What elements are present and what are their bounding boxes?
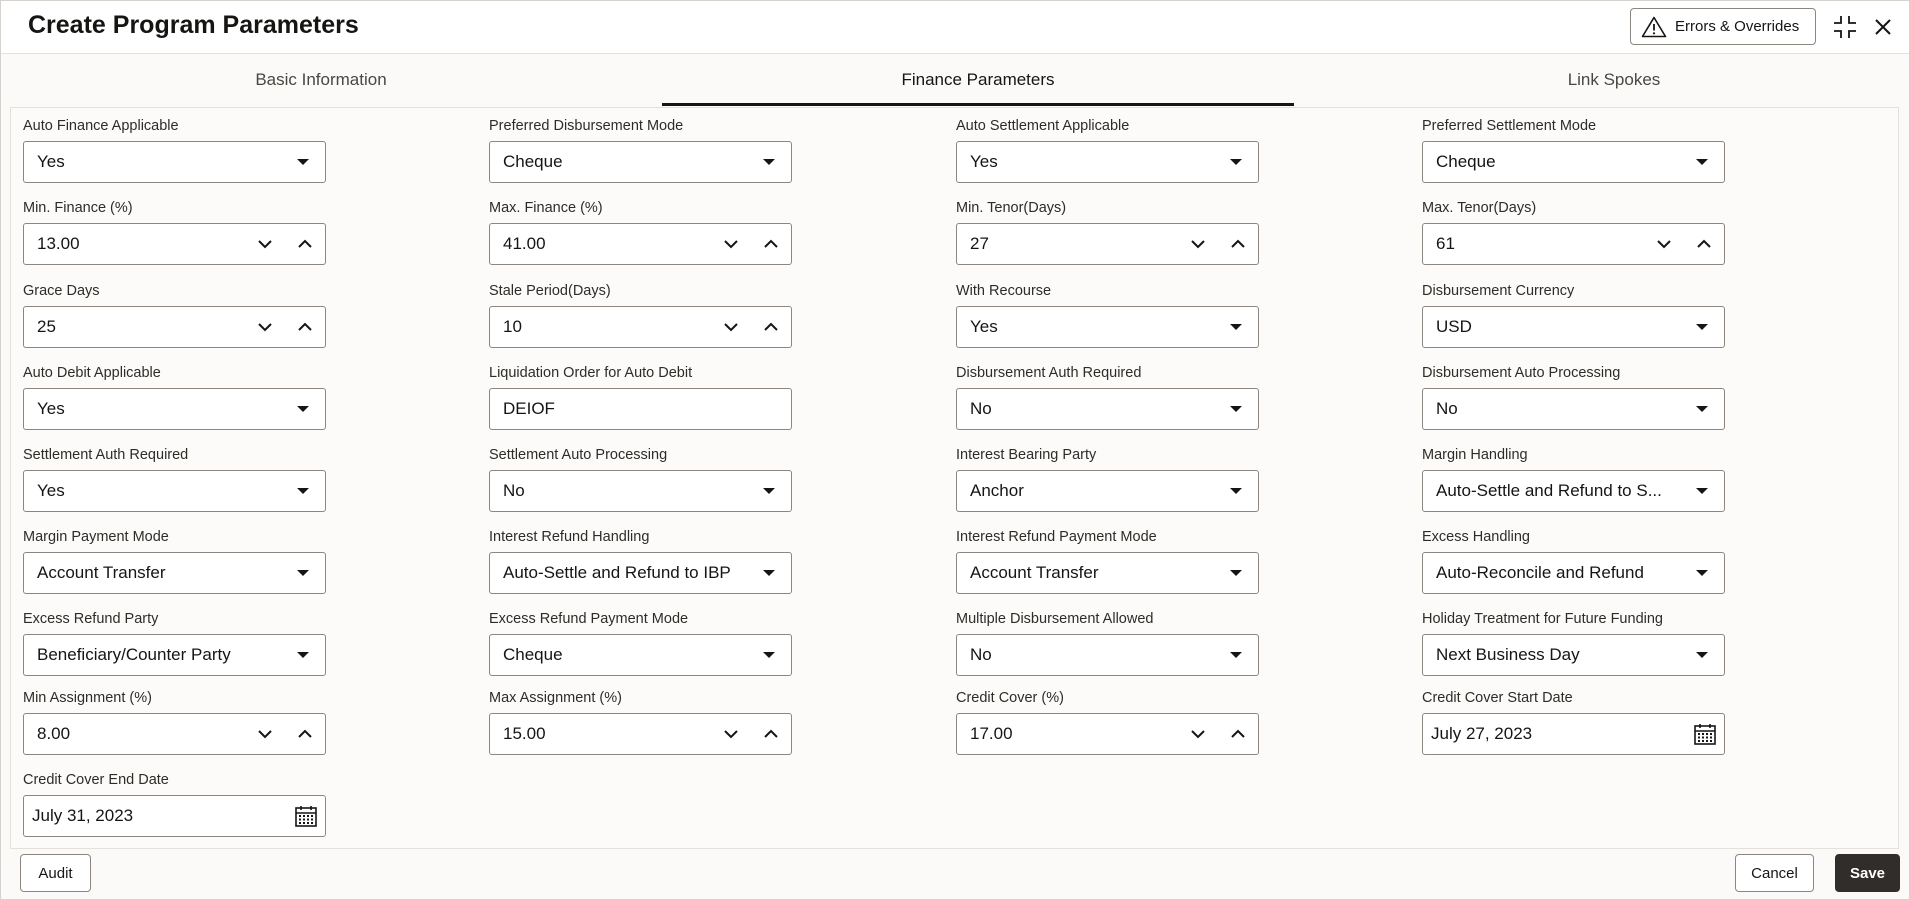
auto-settlement-applicable-select[interactable]	[956, 141, 1259, 183]
input-value: July 31, 2023	[32, 806, 134, 825]
chevron-down-icon[interactable]	[723, 239, 739, 249]
input-value: 61	[1436, 234, 1455, 253]
credit-cover-start-date-input[interactable]	[1422, 713, 1725, 755]
caret-down-icon	[763, 159, 775, 165]
field-label: Margin Handling	[1422, 447, 1528, 463]
preferred-settlement-mode-field	[1422, 117, 1725, 183]
caret-down-icon	[297, 652, 309, 658]
select-value: Next Business Day	[1436, 645, 1580, 664]
excess-refund-party-field	[23, 610, 326, 676]
calendar-icon[interactable]	[294, 804, 318, 828]
select-value: USD	[1436, 317, 1472, 336]
chevron-down-icon[interactable]	[1190, 239, 1206, 249]
field-label: Excess Refund Party	[23, 611, 159, 627]
auto-settlement-applicable-field	[956, 117, 1259, 183]
holiday-treatment-field	[1422, 610, 1725, 676]
select-value: Account Transfer	[970, 563, 1099, 582]
disbursement-currency-select[interactable]	[1422, 306, 1725, 348]
interest-refund-payment-mode-field	[956, 528, 1259, 594]
settlement-auto-processing-select[interactable]	[489, 470, 792, 512]
field-label: Max Assignment (%)	[489, 690, 622, 706]
chevron-down-icon[interactable]	[257, 322, 273, 332]
select-value: Auto-Reconcile and Refund	[1436, 563, 1644, 582]
credit-cover-end-date-input[interactable]	[23, 795, 326, 837]
credit-cover-field	[956, 689, 1259, 755]
max-finance-input[interactable]	[489, 223, 792, 265]
select-value: Beneficiary/Counter Party	[37, 645, 231, 664]
field-label: Min. Tenor(Days)	[956, 200, 1067, 216]
with-recourse-field	[956, 282, 1259, 348]
errors-overrides-label: Errors & Overrides	[1675, 18, 1800, 35]
disbursement-auth-required-field	[956, 364, 1259, 430]
chevron-down-icon[interactable]	[1656, 239, 1672, 249]
dialog-header	[1, 1, 1909, 54]
with-recourse-select[interactable]	[956, 306, 1259, 348]
finance-parameters-form	[10, 107, 1899, 849]
min-tenor-field	[956, 199, 1259, 265]
caret-down-icon	[763, 488, 775, 494]
input-value: 10	[503, 317, 522, 336]
disbursement-currency-field	[1422, 282, 1725, 348]
field-label: Margin Payment Mode	[23, 529, 169, 545]
disbursement-auto-processing-field	[1422, 364, 1725, 430]
cancel-button[interactable]: Cancel	[1735, 854, 1814, 892]
caret-down-icon	[1230, 570, 1242, 576]
excess-handling-field	[1422, 528, 1725, 594]
margin-payment-mode-field	[23, 528, 326, 594]
chevron-down-icon[interactable]	[723, 322, 739, 332]
liquidation-order-input[interactable]	[489, 388, 792, 430]
select-value: Anchor	[970, 481, 1024, 500]
credit-cover-input[interactable]	[956, 713, 1259, 755]
auto-finance-applicable-select[interactable]	[23, 141, 326, 183]
multiple-disbursement-allowed-select[interactable]	[956, 634, 1259, 676]
select-value: Auto-Settle and Refund to S...	[1436, 481, 1662, 500]
field-label: Preferred Disbursement Mode	[489, 118, 684, 134]
interest-refund-payment-mode-select[interactable]	[956, 552, 1259, 594]
field-label: Disbursement Auth Required	[956, 365, 1142, 381]
select-value: No	[1436, 399, 1458, 418]
caret-down-icon	[297, 406, 309, 412]
tab-finance-parameters[interactable]	[662, 54, 1294, 106]
field-label: Interest Refund Payment Mode	[956, 529, 1157, 545]
dialog-footer	[1, 854, 1909, 899]
field-label: With Recourse	[956, 283, 1052, 299]
chevron-up-icon[interactable]	[1696, 239, 1712, 249]
field-label: Min Assignment (%)	[23, 690, 152, 706]
auto-finance-applicable-field	[23, 117, 326, 183]
input-value: 27	[970, 234, 989, 253]
interest-refund-handling-field	[489, 528, 792, 594]
input-value: July 27, 2023	[1431, 724, 1533, 743]
input-value: 17.00	[970, 724, 1013, 743]
stale-period-field	[489, 282, 792, 348]
select-value: No	[970, 399, 992, 418]
settlement-auth-required-select[interactable]	[23, 470, 326, 512]
input-value: 41.00	[503, 234, 546, 253]
caret-down-icon	[1696, 652, 1708, 658]
tab-link-spokes-label: Link Spokes	[1567, 70, 1661, 89]
grace-days-input[interactable]	[23, 306, 326, 348]
field-label: Credit Cover End Date	[23, 772, 169, 788]
field-label: Disbursement Currency	[1422, 283, 1575, 299]
field-label: Multiple Disbursement Allowed	[956, 611, 1154, 627]
min-tenor-input[interactable]	[956, 223, 1259, 265]
interest-refund-handling-select[interactable]	[489, 552, 792, 594]
select-value: No	[970, 645, 992, 664]
preferred-disbursement-mode-field	[489, 117, 792, 183]
select-value: Cheque	[503, 645, 563, 664]
min-finance-input[interactable]	[23, 223, 326, 265]
field-label: Max. Finance (%)	[489, 200, 603, 216]
field-label: Stale Period(Days)	[489, 283, 611, 299]
input-value: 8.00	[37, 724, 71, 743]
tab-bar	[1, 54, 1909, 106]
interest-bearing-party-select[interactable]	[956, 470, 1259, 512]
excess-refund-party-select[interactable]	[23, 634, 326, 676]
select-value: Account Transfer	[37, 563, 166, 582]
field-label: Auto Settlement Applicable	[956, 118, 1130, 134]
caret-down-icon	[297, 159, 309, 165]
field-label: Preferred Settlement Mode	[1422, 118, 1597, 134]
field-label: Settlement Auto Processing	[489, 447, 668, 463]
chevron-up-icon[interactable]	[763, 322, 779, 332]
select-value: Cheque	[1436, 152, 1496, 171]
caret-down-icon	[1230, 488, 1242, 494]
field-label: Auto Debit Applicable	[23, 365, 161, 381]
close-icon[interactable]	[1873, 17, 1893, 37]
caret-down-icon	[763, 570, 775, 576]
max-tenor-field	[1422, 199, 1725, 265]
tab-basic-information[interactable]	[1, 54, 641, 106]
liquidation-order-field	[489, 364, 792, 430]
caret-down-icon	[297, 488, 309, 494]
field-label: Interest Bearing Party	[956, 447, 1097, 463]
tab-link-spokes[interactable]	[1294, 54, 1910, 106]
field-label: Excess Handling	[1422, 529, 1530, 545]
select-value: Yes	[37, 152, 65, 171]
page-title: Create Program Parameters	[28, 11, 359, 39]
select-value: Yes	[970, 317, 998, 336]
min-assignment-input[interactable]	[23, 713, 326, 755]
select-value: Yes	[37, 481, 65, 500]
field-label: Min. Finance (%)	[23, 200, 133, 216]
excess-refund-payment-mode-field	[489, 610, 792, 676]
collapse-icon[interactable]	[1833, 15, 1857, 39]
tab-basic-information-label: Basic Information	[255, 70, 387, 89]
field-label: Settlement Auth Required	[23, 447, 189, 463]
caret-down-icon	[1230, 159, 1242, 165]
audit-button[interactable]: Audit	[20, 854, 91, 892]
disbursement-auth-required-select[interactable]	[956, 388, 1259, 430]
select-value: Yes	[970, 152, 998, 171]
caret-down-icon	[1696, 159, 1708, 165]
caret-down-icon	[1230, 406, 1242, 412]
field-label: Disbursement Auto Processing	[1422, 365, 1621, 381]
max-assignment-input[interactable]	[489, 713, 792, 755]
credit-cover-start-date-field	[1422, 689, 1725, 755]
chevron-up-icon[interactable]	[763, 729, 779, 739]
field-label: Credit Cover (%)	[956, 690, 1064, 706]
settlement-auth-required-field	[23, 446, 326, 512]
settlement-auto-processing-field	[489, 446, 792, 512]
errors-overrides-button[interactable]	[1630, 8, 1816, 45]
chevron-up-icon[interactable]	[297, 322, 313, 332]
max-tenor-input[interactable]	[1422, 223, 1725, 265]
caret-down-icon	[763, 652, 775, 658]
chevron-down-icon[interactable]	[1190, 729, 1206, 739]
input-value: 13.00	[37, 234, 80, 253]
multiple-disbursement-allowed-field	[956, 610, 1259, 676]
caret-down-icon	[1696, 488, 1708, 494]
field-label: Grace Days	[23, 283, 100, 299]
holiday-treatment-select[interactable]	[1422, 634, 1725, 676]
input-value: 25	[37, 317, 56, 336]
margin-handling-select[interactable]	[1422, 470, 1725, 512]
calendar-icon[interactable]	[1693, 722, 1717, 746]
min-finance-field	[23, 199, 326, 265]
tab-finance-parameters-label: Finance Parameters	[901, 70, 1055, 89]
min-assignment-field	[23, 689, 326, 755]
chevron-up-icon[interactable]	[763, 239, 779, 249]
field-label: Max. Tenor(Days)	[1422, 200, 1537, 216]
select-value: No	[503, 481, 525, 500]
warning-icon	[1641, 16, 1667, 38]
chevron-up-icon[interactable]	[1230, 239, 1246, 249]
save-button[interactable]: Save	[1835, 854, 1900, 892]
credit-cover-end-date-field	[23, 771, 326, 837]
select-value: Cheque	[503, 152, 563, 171]
chevron-up-icon[interactable]	[297, 239, 313, 249]
margin-payment-mode-select[interactable]	[23, 552, 326, 594]
margin-handling-field	[1422, 446, 1725, 512]
max-assignment-field	[489, 689, 792, 755]
interest-bearing-party-field	[956, 446, 1259, 512]
chevron-up-icon[interactable]	[1230, 729, 1246, 739]
auto-debit-applicable-select[interactable]	[23, 388, 326, 430]
max-finance-field	[489, 199, 792, 265]
disbursement-auto-processing-select[interactable]	[1422, 388, 1725, 430]
select-value: Yes	[37, 399, 65, 418]
excess-handling-select[interactable]	[1422, 552, 1725, 594]
caret-down-icon	[1696, 324, 1708, 330]
caret-down-icon	[297, 570, 309, 576]
caret-down-icon	[1230, 324, 1242, 330]
chevron-down-icon[interactable]	[257, 239, 273, 249]
field-label: Excess Refund Payment Mode	[489, 611, 689, 627]
select-value: Auto-Settle and Refund to IBP	[503, 563, 731, 582]
chevron-down-icon[interactable]	[257, 729, 273, 739]
grace-days-field	[23, 282, 326, 348]
input-value: 15.00	[503, 724, 546, 743]
caret-down-icon	[1230, 652, 1242, 658]
field-label: Auto Finance Applicable	[23, 118, 179, 134]
preferred-settlement-mode-select[interactable]	[1422, 141, 1725, 183]
input-value: DEIOF	[503, 399, 555, 418]
caret-down-icon	[1696, 406, 1708, 412]
field-label: Credit Cover Start Date	[1422, 690, 1573, 706]
chevron-down-icon[interactable]	[723, 729, 739, 739]
preferred-disbursement-mode-select[interactable]	[489, 141, 792, 183]
excess-refund-payment-mode-select[interactable]	[489, 634, 792, 676]
field-label: Holiday Treatment for Future Funding	[1422, 611, 1663, 627]
caret-down-icon	[1696, 570, 1708, 576]
chevron-up-icon[interactable]	[297, 729, 313, 739]
stale-period-input[interactable]	[489, 306, 792, 348]
field-label: Liquidation Order for Auto Debit	[489, 365, 693, 381]
auto-debit-applicable-field	[23, 364, 326, 430]
field-label: Interest Refund Handling	[489, 529, 650, 545]
